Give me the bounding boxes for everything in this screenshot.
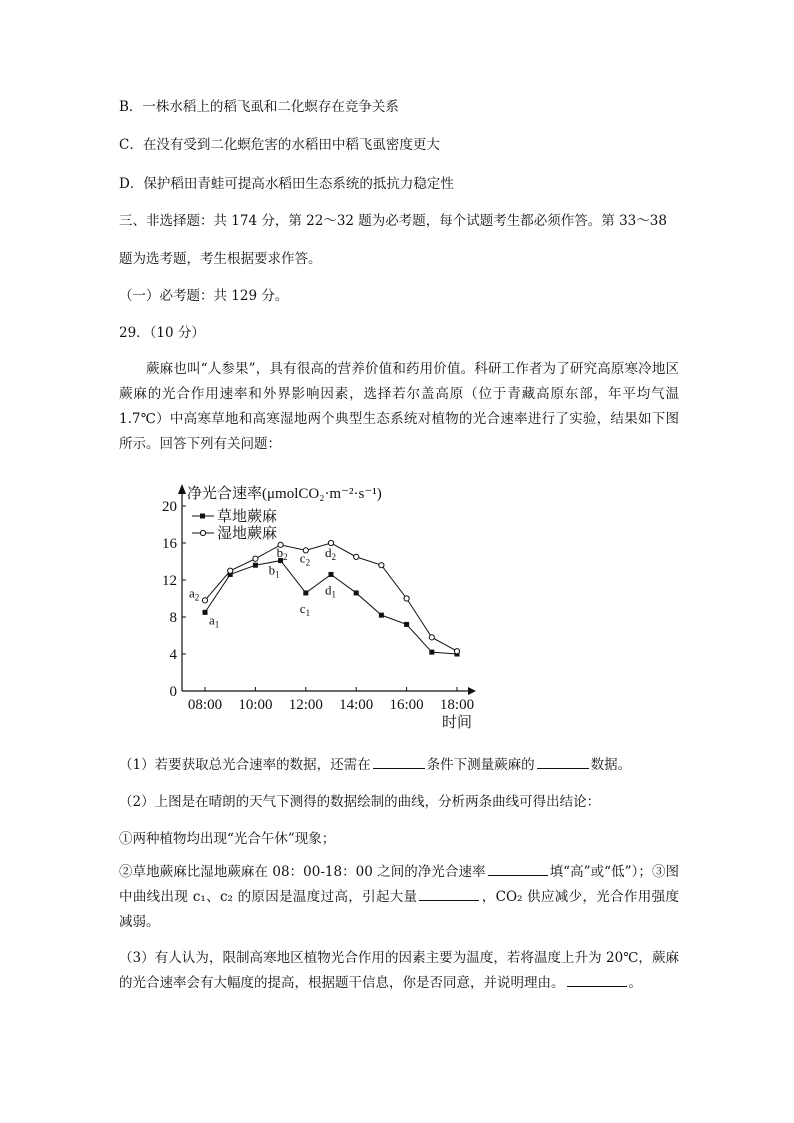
answer-blank-1[interactable]: [373, 754, 425, 769]
q2-part-b: 填“高”或“低”）；③图中曲线出现 c₁、c₂ 的原因是温度过高，引起大量: [119, 864, 679, 905]
legend-marker-square: [200, 514, 205, 519]
data-point: [404, 596, 409, 601]
y-tick-label: 8: [169, 610, 177, 626]
x-tick-label: 08:00: [187, 697, 223, 713]
x-tick-label: 10:00: [238, 697, 273, 713]
y-tick-label: 0: [169, 684, 177, 700]
point-label: $b_1$: [268, 562, 280, 580]
photosynthesis-chart: [150, 470, 490, 730]
data-point: [454, 649, 459, 654]
q2-part-a: ②草地蕨麻比湿地蕨麻在 08：00-18：00 之间的净光合速率: [119, 864, 486, 880]
point-label: $b_2$: [276, 544, 288, 562]
x-tick-label: 16:00: [389, 697, 424, 713]
point-label: $d_1$: [325, 582, 336, 600]
data-point: [429, 635, 434, 640]
section3-line1: 三、非选择题：共 174 分，第 22～32 题为必考题，每个试题考生都必须作答。第 33～38: [119, 213, 667, 229]
data-point: [354, 590, 359, 595]
x-axis-label: 时间: [441, 715, 473, 730]
point-label: $a_2$: [189, 585, 200, 603]
x-tick-label: 18:00: [439, 697, 475, 713]
point-label: $c_1$: [299, 600, 311, 618]
y-tick-label: 16: [162, 536, 177, 552]
option-b: B．一株水稻上的稻飞虱和二化螟存在竞争关系: [119, 99, 399, 115]
data-point: [379, 613, 384, 618]
q1-part-a: （1）若要获取总光合速率的数据，还需在: [119, 757, 371, 773]
answer-blank-5[interactable]: [567, 972, 627, 987]
answer-blank-2[interactable]: [537, 754, 589, 769]
y-tick-label: 20: [162, 499, 177, 515]
point-label: $a_1$: [209, 612, 220, 630]
question-stem: 蕨麻也叫“人参果”，具有很高的营养价值和药用价值。科研工作者为了研究高原寒冷地区蕨麻的光合作用速率和外界影响因素，选择若尔盖高原（位于青藏高原东部，年平均气温 1.7℃）中高寒草地和高寒湿地两个典型生态系统对植物的光合速率进行了实验，结果如下图所示。回答下列有关问题：: [119, 361, 679, 452]
legend-marker-circle: [200, 530, 205, 535]
data-point: [329, 572, 334, 577]
data-point: [253, 556, 258, 561]
question-number: 29．（10 分）: [119, 325, 205, 341]
data-point: [203, 610, 208, 615]
option-d: D．保护稻田青蛙可提高水稻田生态系统的抵抗力稳定性: [119, 176, 454, 192]
subquestion-3: [119, 946, 679, 996]
section3-line2: 题为选考题，考生根据要求作答。: [119, 251, 322, 267]
data-point: [228, 568, 233, 573]
y-tick-label: 4: [169, 647, 177, 663]
data-point: [253, 563, 258, 568]
y-axis-arrow: [178, 484, 186, 494]
data-point: [404, 622, 409, 627]
point-label: $c_2$: [299, 550, 311, 568]
option-c: C．在没有受到二化螟危害的水稻田中稻飞虱密度更大: [119, 137, 440, 153]
y-tick-label: 12: [162, 573, 177, 589]
data-point: [202, 598, 207, 603]
answer-blank-4[interactable]: [419, 886, 479, 901]
q1-part-c: 数据。: [590, 757, 632, 773]
legend-label: 草地蕨麻: [217, 509, 278, 525]
x-axis-arrow: [468, 687, 476, 695]
subquestion-1: [119, 754, 631, 775]
legend-label: 湿地蕨麻: [217, 526, 278, 542]
chart-title: 净光合速率(μmolCO₂·m⁻²·s⁻¹): [187, 486, 382, 502]
conclusion-1: ①两种植物均出现“光合午休”现象；: [119, 831, 336, 847]
data-point: [429, 650, 434, 655]
x-tick-label: 12:00: [288, 697, 323, 713]
q1-part-b: 条件下测量蕨麻的: [426, 757, 535, 773]
q3-text: （3）有人认为，限制高寒地区植物光合作用的因素主要为温度，若将温度上升为 20℃，蕨麻的光合速率会有大幅度的提高，根据题干信息，你是否同意，并说明理由。: [119, 950, 679, 991]
conclusion-2: [119, 860, 679, 935]
q3-end: 。: [628, 975, 642, 991]
point-label: $d_2$: [325, 545, 336, 562]
data-point: [303, 590, 308, 595]
q2-part-c: ，CO₂ 供应减少，光合作用强度减弱。: [119, 889, 679, 930]
answer-blank-3[interactable]: [488, 861, 548, 876]
x-tick-label: 14:00: [339, 697, 374, 713]
required-heading: （一）必考题：共 129 分。: [119, 288, 289, 304]
subquestion-2: （2）上图是在晴朗的天气下测得的数据绘制的曲线，分析两条曲线可得出结论：: [119, 794, 601, 810]
data-point: [354, 554, 359, 559]
data-point: [379, 563, 384, 568]
